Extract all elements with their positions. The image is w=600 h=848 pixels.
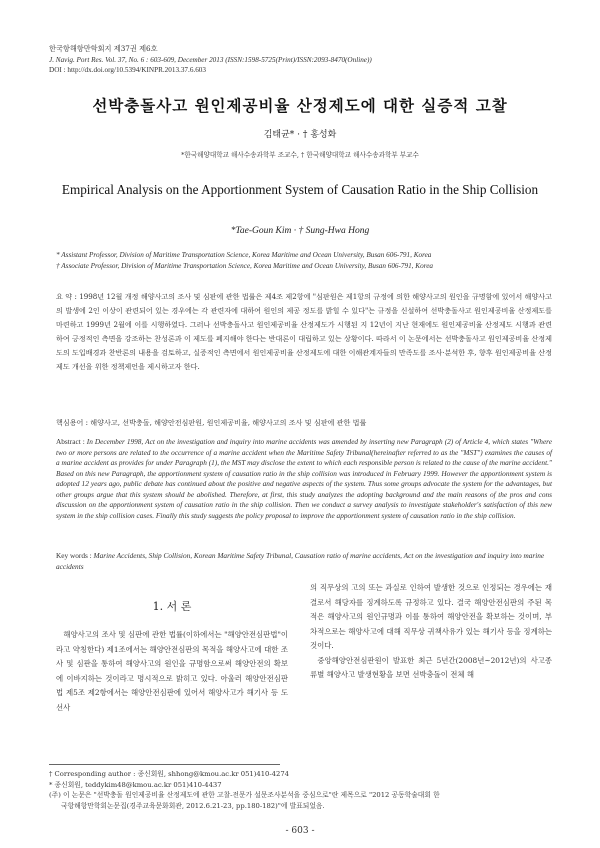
body-right-column (310, 581, 552, 683)
abstract-english (56, 437, 552, 521)
body-paragraph: 중앙해양안전심판원이 발표한 최근 5년간(2008년~2012년)의 사고종류별 해양사고 발생현황을 보면 선박충돌이 전체 해 (310, 655, 552, 679)
abstract-english-text: In December 1998, Act on the investigation and inquiry into marine accidents was amended by inserting new Paragraph (2) of Article 4, which states "Where two or more persons are related to the occurrence of a marine accident when the Maritime Safety Tribunal(hereinafter referred to as the "MST") examines the causes of a marine accident as provides for under Paragraph (1), the MST may disclose the extent to which each responsible person is related to the cause of the marine accident." Based on this new Paragraph, the apportionment system of causation ratio in the ship collision was introduced in February 1999. However the apportionment system is adopted 12 years ago, public debate has continued about the positive and negative aspects of the system. Thus some groups advocate the system for the advantages, but other groups argue that this system should be abolished. Therefore, at first, this study analyzes the adopting background and the main reasons of the pros and cons discussion on the apportionment system of causation ratio in the ship collision. Then we conduct a survey analysis to investigate stakeholder's satisfaction of this new system in the ship collision cases. Finally this study suggests the policy proposal to improve the apportionment system of causation ratio in the ship collision. (56, 437, 552, 520)
affiliation-2: † Associate Professor, Division of Maritime Transportation Science, Korea Maritime and Ocean University, Busan 606-791, Korea (56, 261, 433, 270)
body-paragraph: 해양사고의 조사 및 심판에 관한 법률(이하에서는 "해양안전심판법"이라고 약칭한다) 제1조에서는 해양안전심판의 목적을 해양사고에 대한 조사 및 심판을 통하여 해양사고의 원인을 규명함으로써 해양안전의 확보에 이바지하는 것이라고 명시적으로 밝히고 있다. 아울러 해양안전심판법 제5조 제2항에서는 해양안전심판에 있어서 해양사고가 해기사 등 도선사 (56, 630, 288, 712)
paper-title-english: Empirical Analysis on the Apportionment System of Causation Ratio in the Ship Collision (61, 182, 539, 197)
affiliation-korean: *한국해양대학교 해사수송과학부 조교수, † 한국해양대학교 해사수송과학부 부교수 (181, 151, 419, 159)
abstract-korean (56, 290, 552, 375)
footnote: † Corresponding author : 종신회원, shhong@kmou.ac.kr 051)410-4274 (49, 770, 289, 778)
footnote: 국항해항만학회논문집(경주교육문화회관, 2012.6.21-23, pp.180-182)"에 발표되었음. (61, 801, 325, 810)
section-heading: 1. 서 론 (152, 600, 192, 613)
page-number: - 603 - (285, 826, 315, 836)
paper-title-korean: 선박충돌사고 원인제공비율 산정제도에 대한 실증적 고찰 (92, 96, 508, 115)
abstract-english-label: Abstract : (56, 437, 85, 446)
keywords-english-label: Key words : (56, 551, 92, 560)
citation-line: J. Navig. Port Res. Vol. 37, No. 6 : 603-609, December 2013 (ISSN:1598-5725(Print)/ISSN:2093-8470(Online)) (49, 55, 372, 64)
affiliation-1: * Assistant Professor, Division of Maritime Transportation Science, Korea Maritime and Ocean University, Busan 606-791, Korea (56, 251, 432, 259)
body-left-column (56, 628, 288, 715)
keywords-english (56, 551, 552, 572)
authors-english: *Tae-Goun Kim · † Sung-Hwa Hong (230, 226, 370, 236)
footnotes (49, 769, 555, 811)
body-paragraph: 의 직무상의 고의 또는 과실로 인하여 발생한 것으로 인정되는 경우에는 재결로서 해당자를 징계하도록 규정하고 있다. 결국 해양안전심판의 주된 목적은 해양사고의 원인규명과 이를 통하여 해양안전을 확보하는 것이며, 부차적으로는 해양사고에 대해 직무상 귀책사유가 있는 해기사 등을 징계하는 것이다. (310, 583, 552, 650)
abstract-korean-label: 요 약 : (56, 292, 77, 301)
authors-korean: 김태균* · † 홍성화 (263, 130, 337, 140)
keywords-korean: 핵심용어 : 해양사고, 선박충돌, 해양안전심판원, 원인제공비율, 해양사고의 조사 및 심판에 관한 법률 (56, 418, 367, 427)
footnote: * 종신회원, teddykim48@kmou.ac.kr 051)410-4437 (49, 780, 222, 789)
journal-header (49, 44, 372, 76)
footnote: (주) 이 논문은 "선박충돌 원인제공비율 산정제도에 관한 고찰-전문가 설문조사분석을 중심으로"란 제목으로 "2012 공동학술대회 한 (49, 791, 440, 799)
footnote-divider (49, 764, 280, 765)
journal-name: 한국항해항만학회지 제37권 제6호 (49, 44, 158, 53)
affiliations-english (56, 250, 556, 271)
keywords-english-text: Marine Accidents, Ship Collision, Korean Maritime Safety Tribunal, Causation ratio of marine accidents, Act on the investigation and inquiry into marine accidents (56, 551, 545, 571)
doi-line: DOI : http://dx.doi.org/10.5394/KINPR.2013.37.6.603 (49, 66, 206, 74)
abstract-korean-text: 1998년 12월 개정 해양사고의 조사 및 심판에 관한 법률은 제4조 제2항에 "심판원은 제1항의 규정에 의한 해양사고의 원인을 규명함에 있어서 해양사고의 발생에 2인 이상이 관련되어 있는 경우에는 각 관련자에 대하여 원인의 제공 정도를 밝힐 수 있다"는 규정을 신설하여 선박충돌사고 원인제공비율 산정제도를 마련하고 1999년 2월에 이를 시행하였다. 그러나 선박충돌사고 원인제공비율 산정제도가 시행된 지 12년이 지난 현재에도 원인제공비율 산정제도 시행과 관련하여 긍정적인 측면을 강조하는 찬성론과 이 제도를 폐지해야 한다는 반대론이 대립하고 있는 상황이다. 따라서 이 논문에서는 선박충돌사고 원인제공비율 산정제도의 도입배경과 찬반론의 내용을 검토하고, 실증적인 측면에서 원인제공비율 산정제도에 대한 이해관계자들의 만족도를 조사·분석한 후, 향후 원인제공비율 산정제도 개선을 위한 정책제언을 제시하고자 한다. (56, 292, 553, 372)
